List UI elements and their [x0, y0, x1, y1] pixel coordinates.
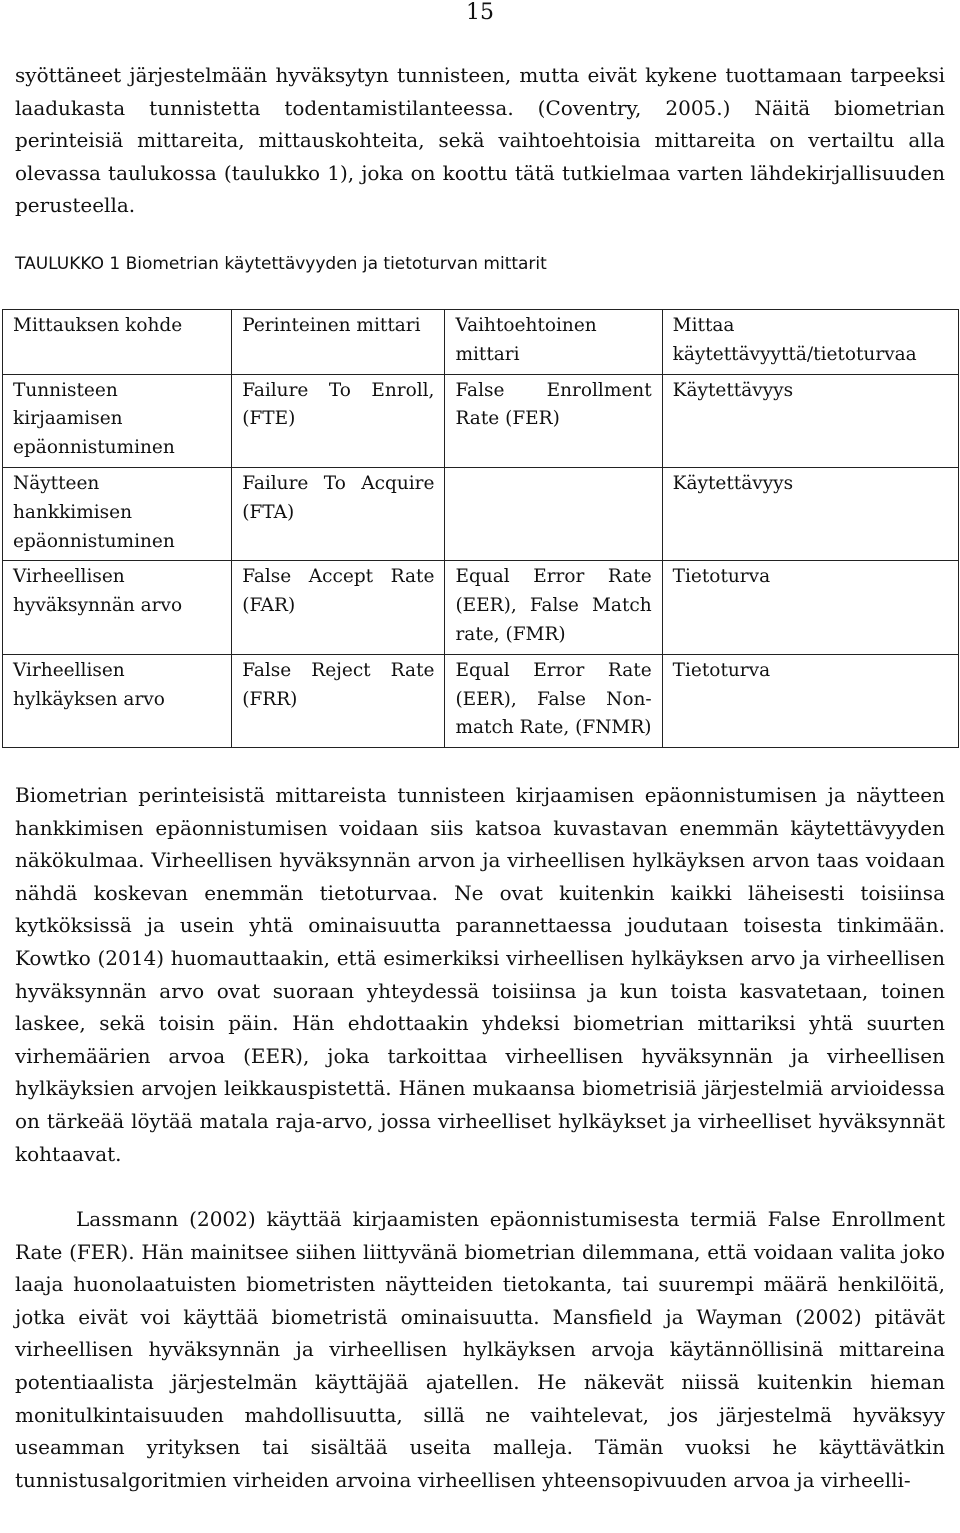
header-alternative-metric: Vaihtoehtoinen mittari [445, 310, 662, 375]
table-cell: Näytteen hankkimisen epäonnistuminen [3, 467, 232, 560]
table-caption: TAULUKKO 1 Biometrian käytettävyyden ja tietoturvan mittarit [15, 254, 547, 274]
table-cell: Failure To Enroll, (FTE) [232, 374, 445, 467]
table-cell: False Accept Rate (FAR) [232, 561, 445, 654]
table-cell: Equal Error Rate (EER), False Non-match Rate, (FNMR) [445, 654, 662, 747]
table-cell: False Reject Rate (FRR) [232, 654, 445, 747]
intro-paragraph: syöttäneet järjestelmään hyväksytyn tunnisteen, mutta eivät kykene tuottamaan tarpeeksi laadukasta tunnistetta todentamistilanteessa. (Coventry, 2005.) Näitä biometrian perinteisiä mittareita, mittauskohteita, sekä vaihtoehtoisia mittareita on vertailtu alla olevassa taulukossa (taulukko 1), joka on koottu tätä tutkielmaa varten lähdekirjallisuuden perusteella. [15, 63, 945, 218]
table-header-row [3, 310, 959, 375]
metrics-table [2, 309, 959, 748]
header-measurement-target: Mittauksen kohde [3, 310, 232, 375]
table-cell: Käytettävyys [662, 374, 958, 467]
table-row [3, 374, 959, 467]
table-cell: Tietoturva [662, 654, 958, 747]
header-measures: Mittaa käytettävyyttä/tietoturvaa [662, 310, 958, 375]
page-number: 15 [466, 0, 494, 25]
table-cell: Equal Error Rate (EER), False Match rate, (FMR) [445, 561, 662, 654]
table-cell [445, 467, 662, 560]
table-cell: Virheellisen hylkäyksen arvo [3, 654, 232, 747]
table-cell: Failure To Acquire (FTA) [232, 467, 445, 560]
table-cell: Tunnisteen kirjaamisen epäonnistuminen [3, 374, 232, 467]
table-cell: Virheellisen hyväksynnän arvo [3, 561, 232, 654]
body-paragraph-1: Biometrian perinteisistä mittareista tunnisteen kirjaamisen epäonnistumisen ja näytteen hankkimisen epäonnistumisen voidaan siis katsoa kuvastavan enemmän käytettävyyden näkökulmaa. Virheellisen hyväksynnän arvon ja virheellisen hylkäyksen arvon taas voidaan nähdä koskevan enemmän tietoturvaa. Ne ovat kuitenkin kaikki läheisesti toisiinsa kytköksissä ja usein yhtä ominaisuutta parannettaessa joudutaan toisesta tinkimään. Kowtko (2014) huomauttaakin, että esimerkiksi virheellisen hylkäyksen arvo ja virheellisen hyväksynnän arvo ovat suoraan yhteydessä toisiinsa ja kun toista kasvatetaan, toinen laskee, sekä toisin päin. Hän ehdottaakin yhdeksi biometrian mittariksi yhtä suurten virhemäärien arvoa (EER), joka tarkoittaa virheellisen hyväksynnän ja virheellisen hylkäyksien arvojen leikkauspistettä. Hänen mukaansa biometrisiä järjestelmiä arvioidessa on tärkeää löytää matala raja-arvo, jossa virheelliset hylkäykset ja virheelliset hyväksynnät kohtaavat. [15, 783, 945, 1166]
body-paragraph-2: Lassmann (2002) käyttää kirjaamisten epäonnistumisesta termiä False Enrollment Rate (FER). Hän mainitsee siihen liittyvänä biometrian dilemmana, että voidaan valita joko laaja huonolaatuisten biometristen näytteiden tietokanta, tai suurempi määrä henkilöitä, jotka eivät voi käyttää biometristä ominaisuutta. Mansfield ja Wayman (2002) pitävät virheellisen hyväksynnän ja virheellisen hylkäyksen arvoja käytännöllisinä mittareina potentiaalista järjestelmän käyttäjää ajatellen. He näkevät niissä kuitenkin hieman monitulkintaisuuden mahdollisuutta, sillä ne vaihtelevat, jos järjestelmä hyväksyy useamman yrityksen tai sisältää useita malleja. Tämän vuoksi he käyttävätkin tunnistusalgoritmien virheiden arvoina virheellisen yhteensopivuuden arvoa ja virheelli- [15, 1207, 945, 1492]
table-cell: Tietoturva [662, 561, 958, 654]
table-cell: Käytettävyys [662, 467, 958, 560]
table-row [3, 654, 959, 747]
table-row [3, 561, 959, 654]
table-cell: False Enrollment Rate (FER) [445, 374, 662, 467]
header-traditional-metric: Perinteinen mittari [232, 310, 445, 375]
table-row [3, 467, 959, 560]
